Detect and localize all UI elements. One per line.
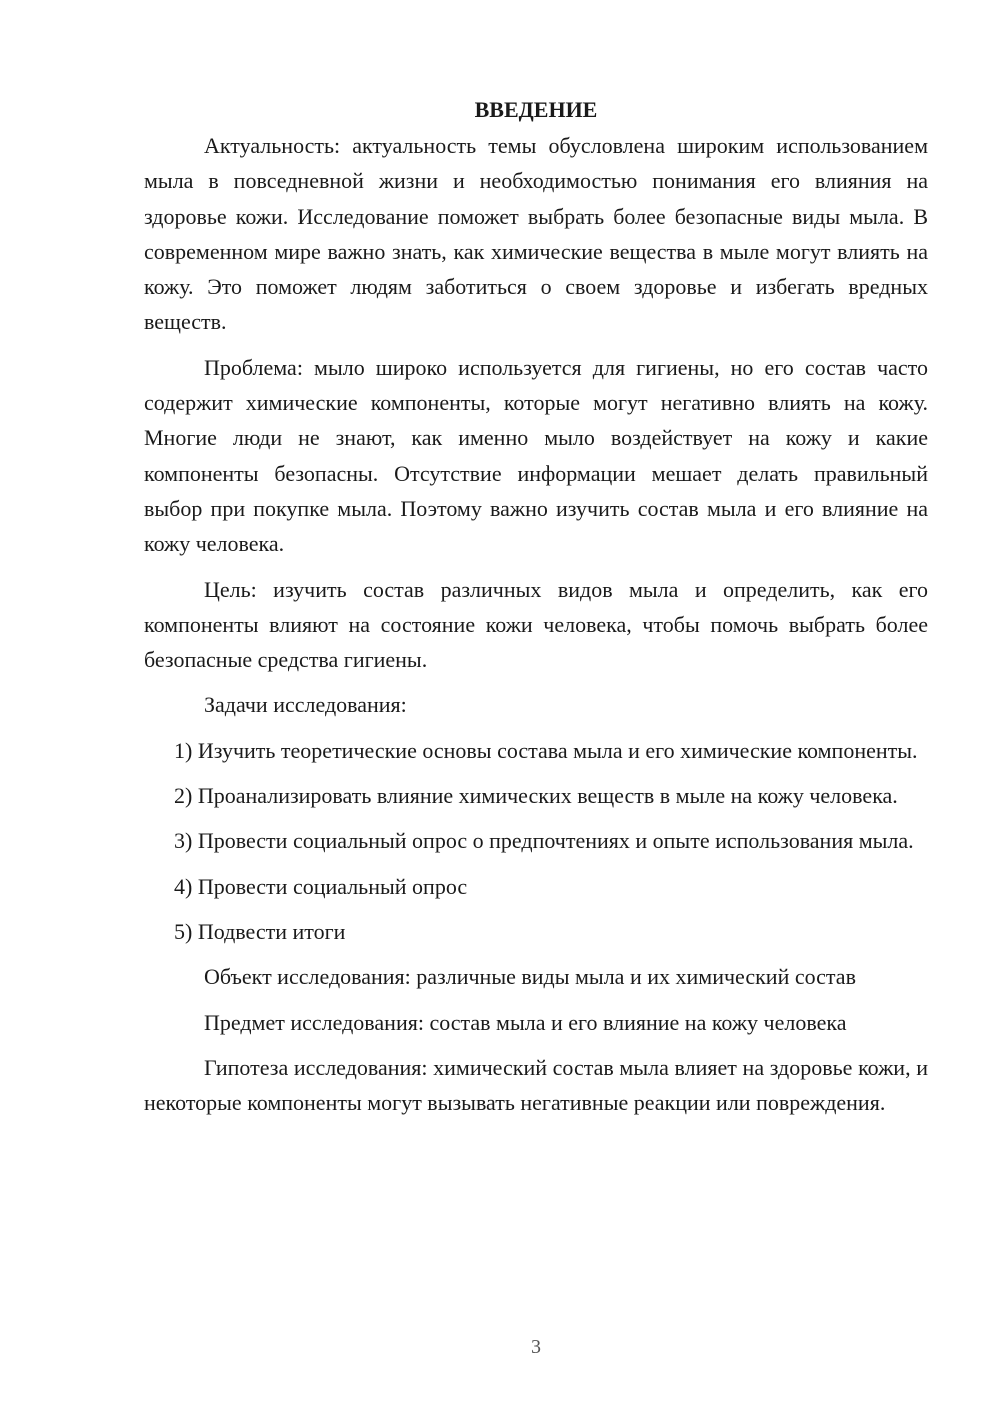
task-item-3: 3) Провести социальный опрос о предпочтениях и опыте использования мыла. xyxy=(174,828,914,854)
hypothesis-paragraph: Гипотеза исследования: химический состав мыла влияет на здоровье кожи, и некоторые компоненты могут вызывать негативные реакции или повреждения. xyxy=(144,1054,928,1116)
goal-paragraph: Цель: изучить состав различных видов мыла и определить, как его компоненты влияют на состояние кожи человека, чтобы помочь выбрать более безопасные средства гигиены. xyxy=(144,576,928,673)
task-item-2: 2) Проанализировать влияние химических веществ в мыле на кожу человека. xyxy=(174,783,898,809)
page-title: ВВЕДЕНИЕ xyxy=(474,97,598,122)
task-item-4: 4) Провести социальный опрос xyxy=(174,873,468,899)
object-paragraph: Объект исследования: различные виды мыла и их химический состав xyxy=(204,964,856,990)
relevance-paragraph: Актуальность: актуальность темы обусловлена широким использованием мыла в повседневной жизни и необходимостью понимания его влияния на здоровье кожи. Исследование поможет выбрать более безопасные виды мыла. В современном мире важно знать, как химические вещества в мыле могут влиять на кожу. Это поможет людям заботиться о своем здоровье и избегать вредных веществ. xyxy=(144,133,928,335)
subject-paragraph: Предмет исследования: состав мыла и его влияние на кожу человека xyxy=(204,1009,847,1035)
page-number: 3 xyxy=(531,1336,541,1358)
tasks-heading: Задачи исследования: xyxy=(204,692,407,718)
document-page xyxy=(144,92,928,1130)
task-item-1: 1) Изучить теоретические основы состава мыла и его химические компоненты. xyxy=(174,737,918,763)
task-item-5: 5) Подвести итоги xyxy=(174,918,346,944)
problem-paragraph: Проблема: мыло широко используется для гигиены, но его состав часто содержит химические компоненты, которые могут негативно влиять на кожу. Многие люди не знают, как именно мыло воздействует на кожу и какие компоненты безопасны. Отсутствие информации мешает делать правильный выбор при покупке мыла. Поэтому важно изучить состав мыла и его влияние на кожу человека. xyxy=(144,354,928,557)
